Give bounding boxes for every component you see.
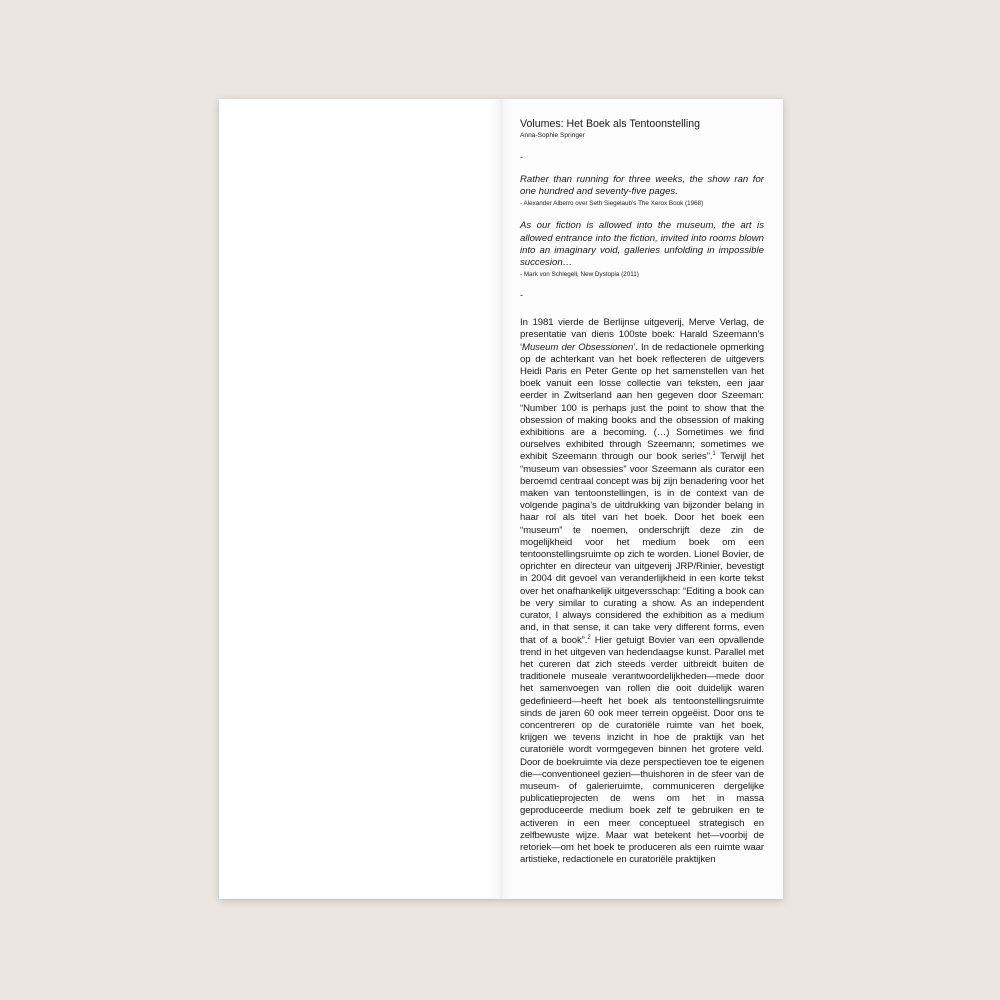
book-title: Museum der Obsessionen — [522, 341, 634, 353]
separator-dash: - — [520, 152, 523, 162]
body-text-segment: ’. In de redactionele opmerking op de achterkant van het boek reflecteren de uitgevers Heidi Paris en Peter Gente op het samenstellen van het boek vanuit een losse collectie van teksten, een jaar eerder in Zwitserland aan hen gegeven door Szeeman: “Number 100 is perhaps just the point to show that the obsession of making books and the obsession of making exhibitions are a becoming. (…) Sometimes we find ourselves exhibited through Szeemann; sometimes we exhibit Szeemann through our book series”. — [520, 341, 764, 463]
body-text-segment: Hier getuigt Bovier van een opvallende trend in het uitgeven van hedendaagse kunst. Parallel met het cureren dat zich steeds verder uitbreidt buiten de traditionele museale verantwoordelijkheden—mede door het samenvoegen van rollen die ooit duidelijk waren gedefinieerd—heeft het boek als tentoonstellingsruimte sinds de jaren 60 ook meer terrein opgeëist. Door ons te concentreren op de curatoriële ruimte van het boek, krijgen we tevens inzicht in hoe de praktijk van het curatoriële wordt vormgegeven binnen het grotere veld. Door de boekruimte via deze perspectieven toe te eigenen die—conventioneel gezien—thuishoren in de sfeer van de museum- of galerieruimte, communiceren dergelijke publicatieprojecten de wens om het in massa geproduceerde medium boek zelf te gebruiken en te activeren in een meer conceptueel strategisch en zelfbewuste wijze. Maar wat betekent het—voorbij de retoriek—om het boek te produceren als een ruimte waar artistieke, redactionele en curatoriële praktijken — [520, 634, 764, 866]
epigraph-citation: - Alexander Alberro over Seth Siegelaub’s The Xerox Book (1968) — [520, 200, 704, 208]
body-text-segment: In 1981 vierde de Berlijnse uitgeverij, Merve Verlag, de presentatie van diens 100ste boek: Harald Szeemann’s ‘ — [520, 317, 764, 353]
left-page-blank — [219, 99, 501, 899]
epigraph-citation: - Mark von Schlegell, New Dystopia (2011) — [520, 271, 639, 279]
body-paragraph — [520, 317, 764, 866]
separator-dash: - — [520, 290, 523, 301]
article-author: Anna-Sophie Springer — [520, 132, 585, 139]
text-column — [520, 118, 764, 866]
body-text-segment: Terwijl het “museum van obsessies” voor Szeemann als curator een beroemd centraal concept was bij zijn benadering voor het maken van tentoonstellingen, is in de context van de volgende pagina’s de uitdrukking van bijzonder belang in haar rol als titel van het boek. Door het boek een “museum” te noemen, onderschrijft deze zin de mogelijkheid voor het medium boek om een tentoonstellingsruimte op zich te worden. Lionel Bovier, de oprichter en directeur van uitgeverij JRP/Rinier, bevestigt in 2004 dit gevoel van veranderlijkheid in een korte tekst over het onafhankelijk uitgeversschap: “Editing a book can be very similar to curating a show. As an independent curator, I always considered the exhibition as a medium and, in that sense, it can take very different forms, even that of a book”. — [520, 451, 764, 646]
footnote-marker: 2 — [587, 634, 591, 641]
epigraph-quote: As our fiction is allowed into the museum, the art is allowed entrance into the fiction, invited into rooms blown into an imaginary void, galleries unfolding in impossible succesion… — [520, 220, 764, 269]
epigraph-quote: Rather than running for three weeks, the show ran for one hundred and seventy-five pages. — [520, 174, 764, 198]
footnote-marker: 1 — [712, 451, 716, 458]
article-title: Volumes: Het Boek als Tentoonstelling — [520, 118, 701, 130]
book-spread — [219, 99, 783, 899]
book-gutter — [489, 99, 513, 899]
